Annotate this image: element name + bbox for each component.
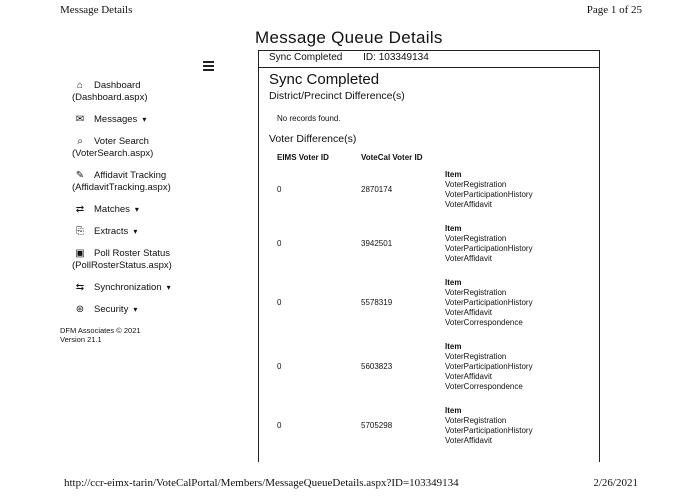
sidebar-item-matches[interactable] [74,204,250,216]
id-label: ID: [363,52,376,63]
table-row [277,335,555,399]
list-item: VoterAffidavit [445,372,492,381]
list-item: VoterParticipationHistory [445,362,533,371]
sidebar-item-messages[interactable] [74,114,250,126]
security-icon: ⊛ [75,304,85,315]
sidebar-item-label: Security [94,304,129,315]
sidebar-nav [60,80,250,344]
home-icon: ⌂ [76,80,84,91]
sidebar-item-label: Poll Roster Status [94,248,171,259]
list-item: VoterAffidavit [445,308,492,317]
voter-difference-title: Voter Difference(s) [269,133,357,145]
items-cell [445,163,555,217]
chevron-down-icon: ▾ [142,115,147,124]
eims-voter-id-cell: 0 [277,185,282,194]
list-item: VoterRegistration [445,352,507,361]
list-item: VoterRegistration [445,180,507,189]
items-header: Item [445,170,462,179]
list-item: VoterAffidavit [445,200,492,209]
table-row [277,163,555,217]
list-item: VoterRegistration [445,234,507,243]
no-records-message: No records found. [277,114,341,123]
print-header-page-number: Page 1 of 25 [586,4,642,16]
copyright-text: DFM Associates © 2021 [60,326,141,335]
list-item: VoterAffidavit [445,436,492,445]
sidebar-item-label: Matches [94,204,130,215]
voter-difference-table [277,153,555,453]
matches-icon: ⇄ [75,204,85,215]
chevron-down-icon: ▾ [166,283,171,292]
votecal-voter-id-cell: 5578319 [361,298,393,307]
details-panel [258,50,600,462]
id-value: 103349134 [378,52,429,63]
sync-icon: ⇆ [75,282,85,293]
votecal-voter-id-cell: 3942501 [361,239,393,248]
print-footer-date: 2/26/2021 [593,477,638,489]
items-header: Item [445,278,462,287]
sidebar-item-extracts[interactable] [74,226,250,238]
print-footer-url: http://ccr-eimx-tarin/VoteCalPortal/Members/MessageQueueDetails.aspx?ID=103349134 [64,477,459,489]
copyright-notice [60,326,250,344]
sidebar-item-affidavit[interactable] [74,170,250,194]
eims-voter-id-cell: 0 [277,362,282,371]
items-cell [445,271,555,335]
sidebar-item-page-link[interactable]: (VoterSearch.aspx) [72,148,154,159]
messages-icon: ✉ [75,114,85,125]
extracts-icon: ⎘ [76,226,84,237]
column-votecal-voter-id: VoteCal Voter ID [361,153,423,162]
items-cell [445,335,555,399]
list-item: VoterParticipationHistory [445,244,533,253]
list-item: VoterCorrespondence [445,318,523,327]
column-eims-voter-id: EIMS Voter ID [277,153,329,162]
status-id-bar [259,52,599,68]
sidebar-item-home[interactable] [74,80,250,104]
items-header: Item [445,342,462,351]
sidebar-item-poll-roster[interactable] [74,248,250,272]
eims-voter-id-cell: 0 [277,239,282,248]
votecal-voter-id-cell: 5603823 [361,362,393,371]
table-row [277,271,555,335]
sidebar-item-page-link[interactable]: (Dashboard.aspx) [72,92,148,103]
sync-heading: Sync Completed [269,71,380,88]
list-item: VoterRegistration [445,416,507,425]
eims-voter-id-cell: 0 [277,298,282,307]
sidebar-item-sync[interactable] [74,282,250,294]
table-row [277,399,555,453]
search-icon: ⌕ [77,136,83,147]
print-header-title: Message Details [60,4,133,16]
hamburger-menu-icon[interactable] [203,61,214,73]
sidebar-item-page-link[interactable]: (AffidavitTracking.aspx) [72,182,171,193]
items-header: Item [445,406,462,415]
chevron-down-icon: ▾ [134,205,139,214]
list-item: VoterParticipationHistory [445,190,533,199]
sidebar-item-security[interactable] [74,304,250,316]
votecal-voter-id-cell: 5705298 [361,421,393,430]
version-text: Version 21.1 [60,335,102,344]
affidavit-icon: ✎ [75,170,85,181]
district-difference-title: District/Precinct Difference(s) [269,90,405,102]
list-item: VoterCorrespondence [445,382,523,391]
list-item: VoterParticipationHistory [445,426,533,435]
list-item: VoterParticipationHistory [445,298,533,307]
poll-roster-icon: ▣ [75,248,85,259]
table-row [277,217,555,271]
chevron-down-icon: ▾ [133,305,138,314]
sidebar-item-label: Dashboard [94,80,141,91]
sidebar-item-label: Affidavit Tracking [94,170,167,181]
list-item: VoterRegistration [445,288,507,297]
items-header: Item [445,224,462,233]
sidebar-item-label: Synchronization [94,282,162,293]
items-cell [445,399,555,453]
votecal-voter-id-cell: 2870174 [361,185,393,194]
sidebar-item-label: Extracts [94,226,129,237]
items-cell [445,217,555,271]
eims-voter-id-cell: 0 [277,421,282,430]
sidebar-item-label: Messages [94,114,138,125]
page-title: Message Queue Details [255,28,443,47]
sidebar-item-label: Voter Search [94,136,149,147]
list-item: VoterAffidavit [445,254,492,263]
chevron-down-icon: ▾ [133,227,138,236]
sidebar-item-page-link[interactable]: (PollRosterStatus.aspx) [72,260,172,271]
status-label: Sync Completed [269,52,343,63]
sidebar-item-search[interactable] [74,136,250,160]
